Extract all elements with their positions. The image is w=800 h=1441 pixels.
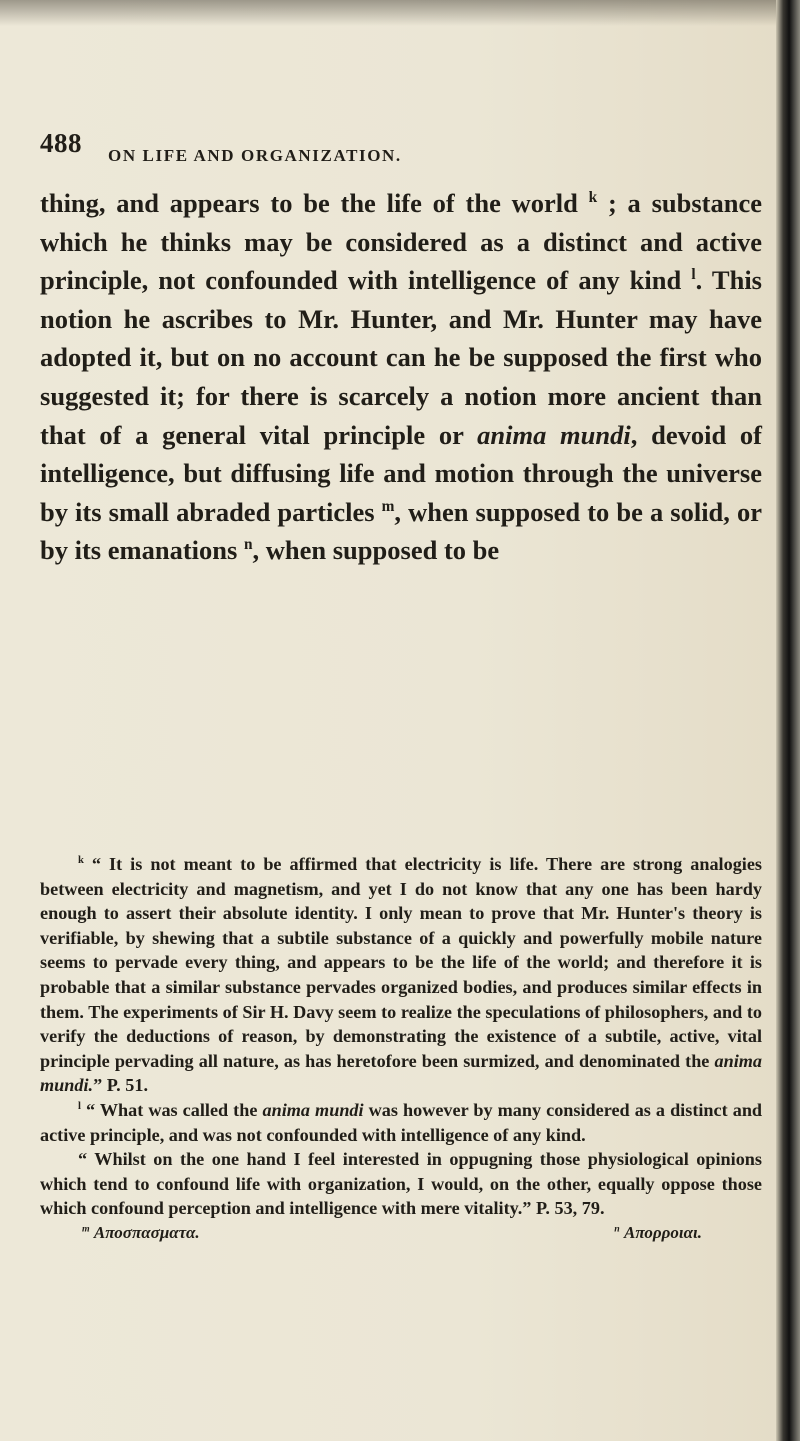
running-head: ON LIFE AND ORGANIZATION. bbox=[108, 146, 402, 165]
greek-footnotes bbox=[82, 1221, 702, 1246]
book-binding-edge bbox=[776, 0, 800, 1441]
main-text-segment: ; a substance which he thinks may be considered as a distinct and active principle, not confounded with intelligence of any kind bbox=[40, 188, 763, 296]
footnote-l-continued: “ Whilst on the one hand I feel interested in oppugning those physiological opinions which tend to confound life with organization, I would, on the other, equally oppose those which confound perception and intelligence with mere vitality.” P. 53, 79. bbox=[40, 1149, 762, 1219]
footnote-italic: anima mundi. bbox=[40, 1050, 763, 1096]
greek-text: Απορροιαι. bbox=[624, 1222, 702, 1242]
footnote-m bbox=[82, 1221, 200, 1246]
main-text bbox=[40, 184, 762, 570]
main-text-segment: , when supposed to be bbox=[252, 535, 500, 566]
footnote-tail: ” P. 51. bbox=[93, 1075, 148, 1096]
page-header bbox=[40, 128, 760, 168]
italic-anima-mundi: anima mundi bbox=[477, 419, 631, 450]
footnote-marker: n bbox=[614, 1223, 620, 1235]
footnote-k bbox=[40, 852, 762, 1098]
footnote-marker: l bbox=[78, 1100, 81, 1112]
main-text-segment: , when supposed to be a solid, or by its emanations bbox=[40, 496, 763, 566]
footnote-n bbox=[614, 1221, 702, 1246]
footnote-marker: k bbox=[78, 854, 84, 866]
main-text-segment: , devoid of intelligence, but diffusing life and motion through the universe by its small abraded particles bbox=[40, 419, 762, 527]
footnote-ref-k: k bbox=[588, 189, 598, 207]
footnote-l bbox=[40, 1098, 762, 1147]
page-top-shadow bbox=[0, 0, 788, 26]
greek-text: Αποσπασματα. bbox=[93, 1222, 200, 1242]
footnote-marker: m bbox=[82, 1223, 90, 1235]
footnote-ref-m: m bbox=[381, 497, 395, 515]
footnote-ref-l: l bbox=[691, 266, 696, 284]
footnotes bbox=[40, 852, 762, 1246]
footnote-ref-n: n bbox=[243, 536, 253, 554]
footnote-text: “ It is not meant to be affirmed that electricity is life. There are strong analogies between electricity and magnetism, and yet I do not know that any one has been hardy enough to assert their absolute identity. I only mean to prove that Mr. Hunter's theory is verifiable, by shewing that a subtile substance of a quickly and powerfully mobile nature seems to pervade every thing, and appears to be the life of the world; and therefore it is probable that a similar substance pervades organized bodies, and produces similar effects in them. The experiments of Sir H. Davy seem to realize the speculations of philosophers, and to verify the deductions of reason, by demonstrating the existence of a subtile, active, vital principle pervading all nature, as has heretofore been surmized, and denominated the bbox=[40, 854, 762, 1071]
footnote-text: was however by many considered as a distinct and active principle, and was not confounded with intelligence of any kind. bbox=[40, 1099, 763, 1145]
main-text-segment: thing, and appears to be the life of the world bbox=[40, 188, 578, 218]
page-number: 488 bbox=[40, 128, 82, 158]
footnote-italic: anima mundi bbox=[262, 1099, 364, 1120]
main-text-segment: . This notion he ascribes to Mr. Hunter, and Mr. Hunter may have adopted it, but on no account can he be supposed the first who suggested it; for there is scarcely a notion more ancient than that of a general vital principle or bbox=[40, 265, 762, 450]
footnote-text: “ What was called the bbox=[86, 1099, 258, 1120]
